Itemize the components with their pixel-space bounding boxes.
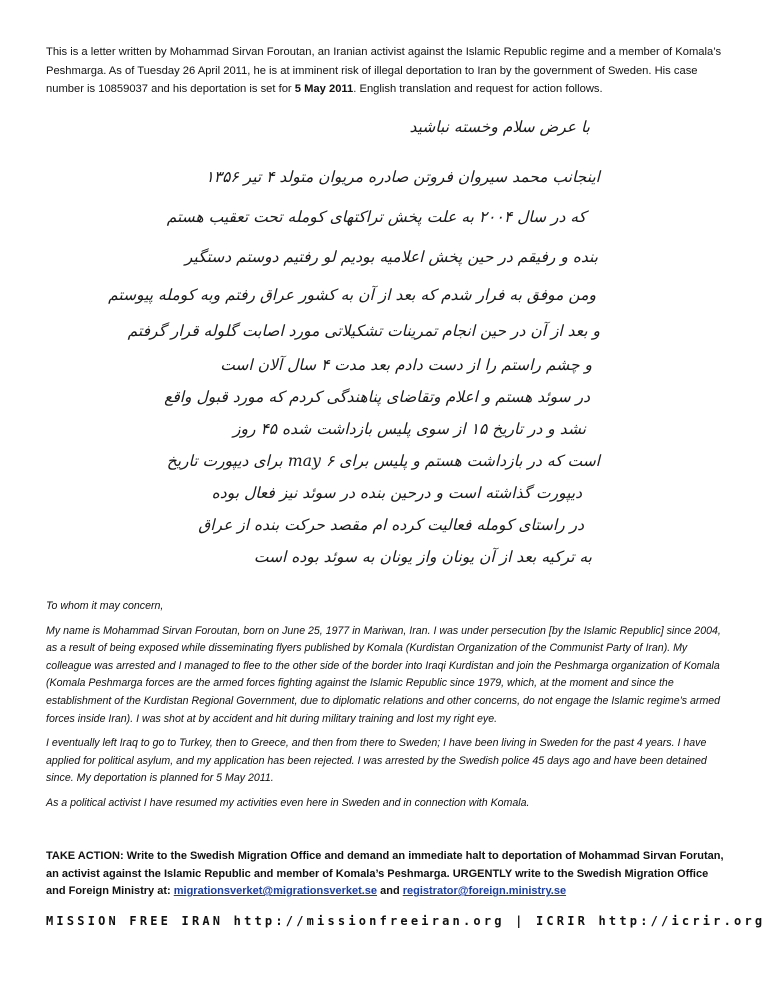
intro-text: This is a letter written by Mohammad Sirvan Foroutan, an Iranian activist against the Islamic Republic regime and a member of Komala’s Peshmarga. As of Tuesday 26 April 2011, he is at imminent risk of illegal deportation to Iran by the government of Sweden. His case number is 10859037 and his deportation is set for bbox=[46, 46, 722, 96]
footer: MISSION FREE IRAN http://missionfreeiran.org | ICRIR http://icrir.org bbox=[46, 914, 766, 928]
handwritten-line: نشد و در تاریخ ۱۵ از سوی پلیس بازداشت شده ۴۵ روز bbox=[233, 420, 586, 438]
handwritten-line: بنده و رفیقم در حین پخش اعلامیه بودیم لو رفتیم دوستم دستگیر bbox=[184, 248, 598, 266]
handwritten-line: و بعد از آن در حین انجام تمرینات تشکیلاتی مورد اصابت گلوله قرار گرفتم bbox=[127, 322, 600, 340]
take-action-text: TAKE ACTION: Write to the Swedish Migration Office and demand an immediate halt to deportation of Mohammad Sirvan Forutan, an activist against the Islamic Republic and member of Komala’s Peshmarga. URGENTLY write to the Swedish Migration Office and Foreign Ministry at: bbox=[46, 850, 724, 898]
intro-paragraph bbox=[46, 43, 726, 99]
handwritten-line: و چشم راستم را از دست دادم بعد مدت ۴ سال آلان است bbox=[220, 356, 592, 374]
handwritten-line: در سوئد هستم و اعلام وتقاضای پناهندگی کردم که مورد قبول واقع bbox=[164, 388, 590, 406]
intro-text-end: . English translation and request for action follows. bbox=[353, 83, 603, 96]
handwritten-line: به ترکیه بعد از آن یونان واز یونان به سوئد بوده است bbox=[253, 548, 592, 566]
handwritten-line: در راستای کومله فعالیت کرده ام مقصد حرکت بنده از عراق bbox=[198, 516, 584, 534]
take-action-paragraph bbox=[46, 848, 726, 901]
handwritten-line: است که در بازداشت هستم و پلیس برای ۶ may برای دیپورت تاریخ bbox=[166, 452, 600, 470]
deportation-date: 5 May 2011 bbox=[294, 83, 354, 96]
english-translation bbox=[46, 598, 726, 820]
salutation: To whom it may concern, bbox=[46, 600, 164, 612]
letter-paragraph: As a political activist I have resumed my activities even here in Sweden and in connection with Komala. bbox=[46, 796, 530, 809]
handwritten-line: اینجانب محمد سیروان فروتن صادره مریوان متولد ۴ تیر ۱۳۵۶ bbox=[205, 168, 600, 186]
letter-paragraph: My name is Mohammad Sirvan Foroutan, born on June 25, 1977 in Mariwan, Iran. I was under persecution [by the Islamic Republic] since 2004, as a result of being exposed while disseminating flyers published by Komala (Kurdistan Organization of the Communist Party of Iran). My colleague was arrested and I managed to flee to the other side of the border into Iraqi Kurdistan and join the Peshmarga organization of Komala (Komala Peshmarga forces are the armed forces fighting against the Islamic Republic since 1979, which, at the moment and since the establishment of the Kurdistan Regional Government, due to diplomatic relations and other concerns, do not engage the Islamic regime’s armed forces inside Iran). I was shot at by accident and hit during military training and lost my right eye. bbox=[46, 624, 721, 725]
conjunction-text: and bbox=[377, 885, 403, 898]
handwritten-line: با عرض سلام وخسته نباشید bbox=[409, 118, 590, 136]
letter-paragraph: I eventually left Iraq to go to Turkey, then to Greece, and then from there to Sweden; I have been living in Sweden for the past 4 years. I have applied for political asylum, and my application has been rejected. I was arrested by the Swedish police 45 days ago and have been detained since. My deportation is planned for 5 May 2011. bbox=[46, 737, 707, 785]
handwritten-line: که در سال ۲۰۰۴ به علت پخش تراکتهای کومله تحت تعقیب هستم bbox=[166, 208, 586, 226]
foreign-ministry-email-link[interactable]: registrator@foreign.ministry.se bbox=[402, 885, 567, 898]
handwritten-line: دیپورت گذاشته است و درحین بنده در سوئد نیز فعال بوده bbox=[211, 484, 582, 502]
migration-office-email-link[interactable]: migrationsverket@migrationsverket.se bbox=[173, 885, 378, 898]
handwritten-line: ومن موفق به فرار شدم که بعد از آن به کشور عراق رفتم وبه کومله پیوستم bbox=[108, 286, 596, 304]
handwritten-letter bbox=[108, 112, 600, 582]
